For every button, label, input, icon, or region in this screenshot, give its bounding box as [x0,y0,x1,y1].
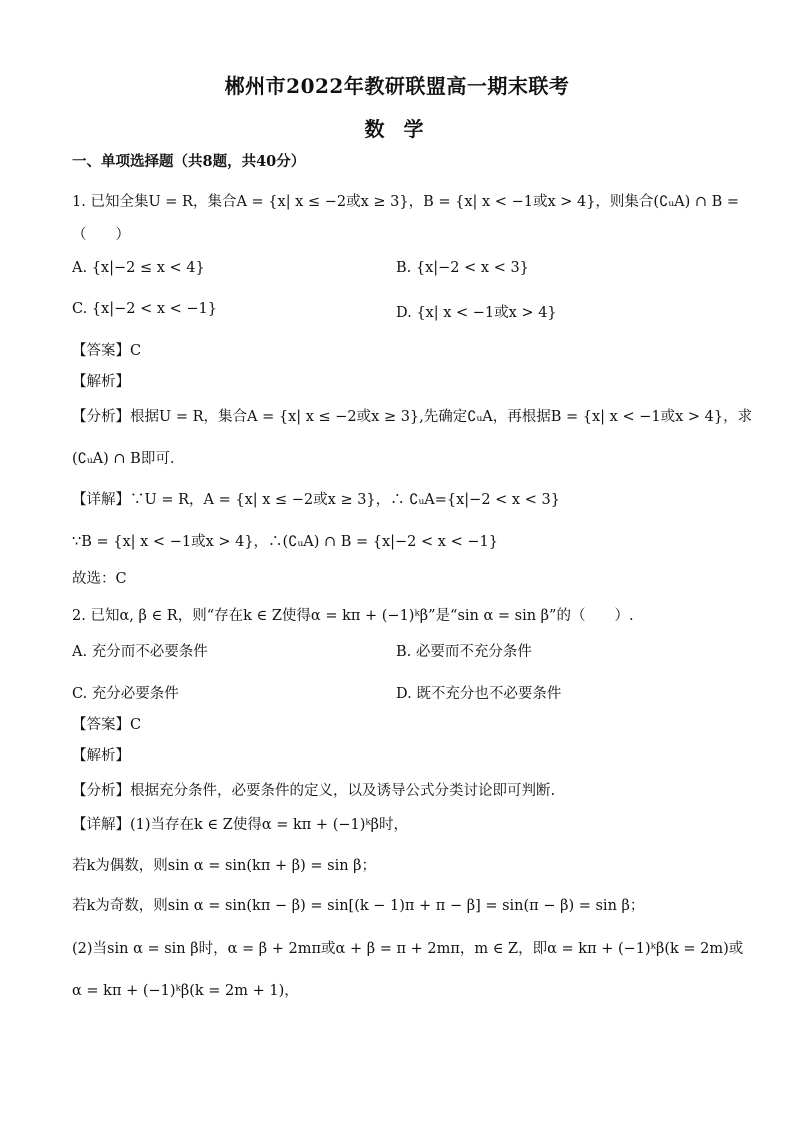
q1-conclusion: 故选：C [72,571,127,587]
q1-option-c: C. {x|−2 < x < −1} [72,301,217,317]
q1-detail-line2: ∵B = {x| x < −1或x > 4}，∴(∁ᵤA) ∩ B = {x|−2 < x < −1} [72,534,498,550]
q1-answer: 【答案】C [72,343,142,359]
q1-stem-line1: 1. 已知全集U = R，集合A = {x| x ≤ −2或x ≥ 3}，B = {x| x < −1或x > 4}，则集合(∁ᵤA) ∩ B = [72,194,740,210]
q1-stem-line2: （ ） [72,227,130,243]
q1-option-a: A. {x|−2 ≤ x < 4} [72,260,205,276]
q2-option-b: B. 必要而不充分条件 [396,644,532,660]
q2-option-a: A. 充分而不必要条件 [72,644,208,660]
q2-detail-line1: 【详解】(1)当存在k ∈ Z使得α = kπ + (−1)ᵏβ时， [72,817,409,833]
q2-detail-line2: 若k为偶数，则sin α = sin(kπ + β) = sin β； [72,858,377,874]
q1-analysis-label: 【解析】 [72,374,130,390]
q2-detail-line5: α = kπ + (−1)ᵏβ(k = 2m + 1)， [72,983,299,999]
q1-fenxi-line1: 【分析】根据U = R，集合A = {x| x ≤ −2或x ≥ 3},先确定∁ᵤA，再根据B = {x| x < −1或x > 4}，求 [72,409,753,425]
q2-detail-line3: 若k为奇数，则sin α = sin(kπ − β) = sin[(k − 1)π + π − β] = sin(π − β) = sin β； [72,898,645,914]
q2-fenxi: 【分析】根据充分条件，必要条件的定义，以及诱导公式分类讨论即可判断. [72,783,556,799]
q2-detail-line4: (2)当sin α = sin β时，α = β + 2mπ或α + β = π + 2mπ，m ∈ Z，即α = kπ + (−1)ᵏβ(k = 2m)或 [72,941,744,957]
q1-fenxi-line2: (∁ᵤA) ∩ B即可. [72,451,175,467]
q1-option-d: D. {x| x < −1或x > 4} [396,305,557,321]
q2-stem: 2. 已知α, β ∈ R，则“存在k ∈ Z使得α = kπ + (−1)ᵏβ”是“sin α = sin β”的（ ）. [72,608,634,624]
q2-option-c: C. 充分必要条件 [72,686,179,702]
subject-title: 数 学 [364,117,430,141]
q1-detail-line1: 【详解】∵U = R，A = {x| x ≤ −2或x ≥ 3}，∴ ∁ᵤA={x|−2 < x < 3} [72,492,560,508]
q2-answer: 【答案】C [72,717,142,733]
q2-analysis-label: 【解析】 [72,748,130,764]
page-title: 郴州市2022年教研联盟高一期末联考 [224,74,570,98]
q2-option-d: D. 既不充分也不必要条件 [396,686,562,702]
q1-option-b: B. {x|−2 < x < 3} [396,260,529,276]
section-heading: 一、单项选择题（共8题，共40分） [72,153,306,170]
